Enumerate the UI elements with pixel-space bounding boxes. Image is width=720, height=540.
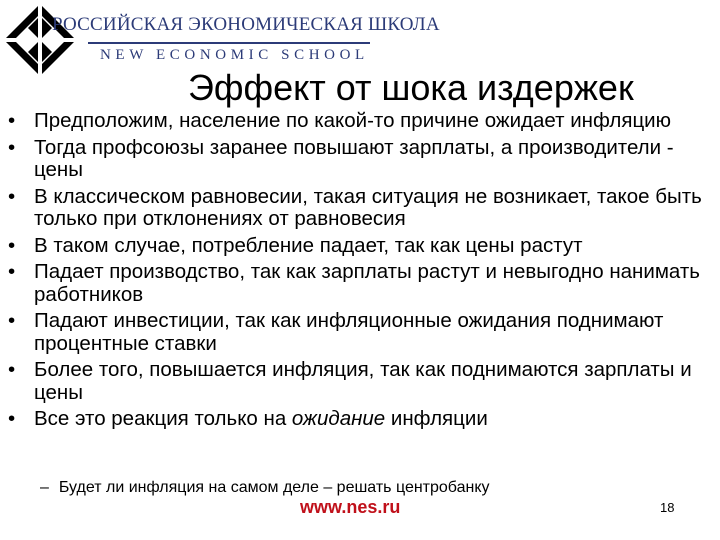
bullet-item <box>8 186 714 231</box>
bullet-text <box>34 408 714 431</box>
bullet-text-emphasis: ожидание <box>291 407 386 430</box>
bullet-item <box>8 137 714 182</box>
bullet-text: Тогда профсоюзы заранее повышают зарплаты, а производители - цены <box>34 135 674 181</box>
bullet-text: Падает производство, так как зарплаты растут и невыгодно нанимать работников <box>34 260 700 306</box>
bullet-text: Более того, повышается инфляция, так как поднимаются зарплаты и цены <box>34 358 692 404</box>
bullet-text: Падают инвестиции, так как инфляционные ожидания поднимают процентные ставки <box>34 309 664 355</box>
bullet-dot: • <box>8 407 16 430</box>
diamond-logo-icon <box>0 0 80 80</box>
bullet-text: В таком случае, потребление падает, так как цены растут <box>34 233 583 257</box>
footer-url[interactable]: www.nes.ru <box>300 497 401 517</box>
sub-bullet <box>40 478 490 498</box>
bullet-dot: • <box>8 135 16 159</box>
slide-title: Эффект от шока издержек <box>188 67 634 108</box>
bullet-item <box>8 235 714 258</box>
page-number: 18 <box>660 500 675 515</box>
bullet-dot: • <box>8 184 16 208</box>
bullet-text: В классическом равновесии, такая ситуация не возникает, такое быть только при отклонениях от равновесия <box>34 184 702 230</box>
bullet-list <box>8 110 714 435</box>
header-divider <box>88 42 370 44</box>
bullet-dot: • <box>8 358 16 381</box>
bullet-item <box>8 261 714 306</box>
bullet-item <box>8 110 714 133</box>
sub-bullet-text: Будет ли инфляция на самом деле – решать центробанку <box>58 479 490 496</box>
bullet-dot: • <box>8 309 16 332</box>
bullet-dot: • <box>8 260 16 283</box>
bullet-item <box>8 408 714 431</box>
bullet-text-part: инфляции <box>385 407 488 430</box>
bullet-dot: • <box>8 109 16 132</box>
org-name-ru: РОССИЙСКАЯ ЭКОНОМИЧЕСКАЯ ШКОЛА <box>52 14 440 35</box>
bullet-dot: • <box>8 233 16 257</box>
bullet-item <box>8 359 714 404</box>
bullet-text-part: Все это реакция только на <box>34 407 292 430</box>
org-name-en: NEW ECONOMIC SCHOOL <box>100 47 369 63</box>
sub-bullet-dash: – <box>40 479 49 496</box>
bullet-text: Предположим, население по какой-то причине ожидает инфляцию <box>34 109 672 132</box>
bullet-item <box>8 310 714 355</box>
